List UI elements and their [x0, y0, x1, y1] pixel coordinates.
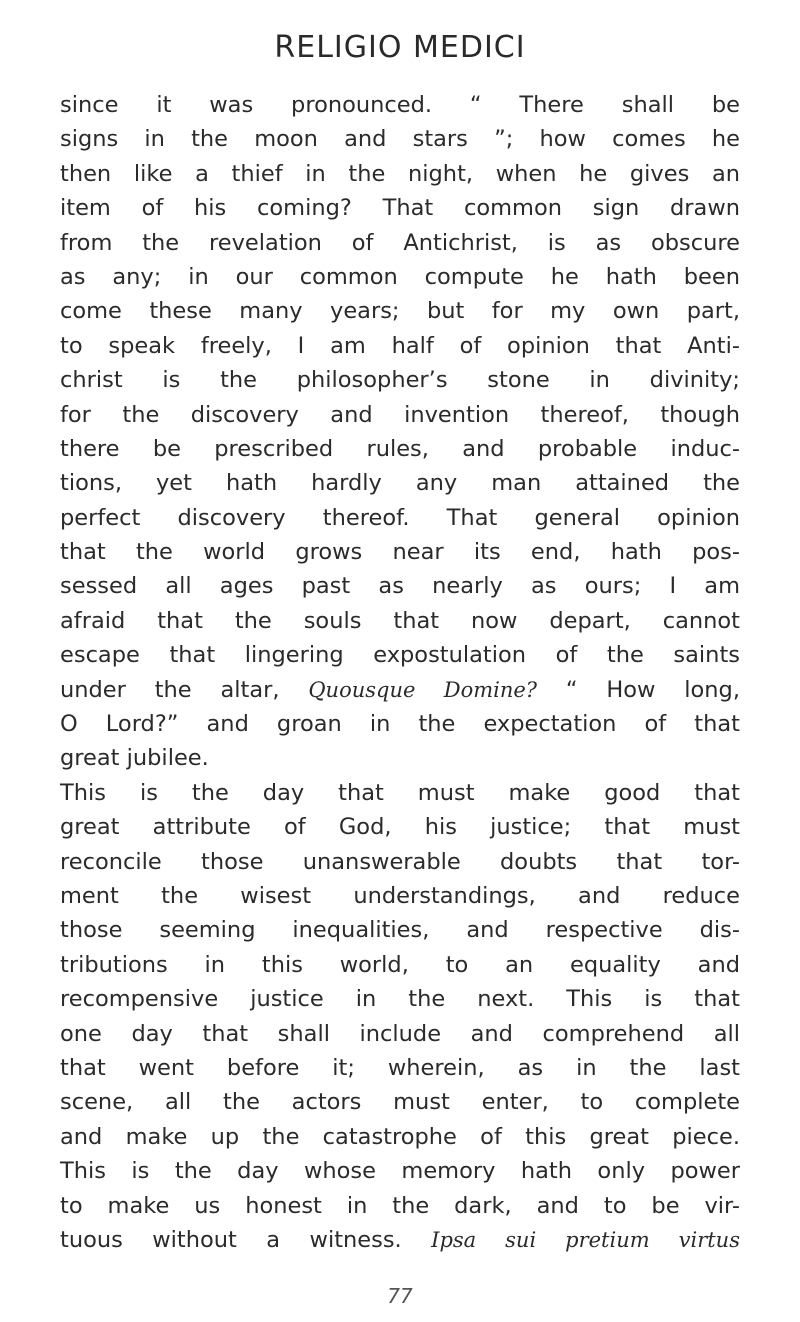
text-line: escape that lingering expostulation of the saints — [60, 642, 740, 669]
text-line: that the world grows near its end, hath pos- — [60, 539, 740, 566]
text-line: great jubilee. — [60, 745, 209, 772]
body-text — [60, 88, 740, 1257]
text-line: afraid that the souls that now depart, cannot — [60, 607, 740, 634]
text-line: to make us honest in the dark, and to be vir- — [60, 1192, 740, 1219]
text-line: to speak freely, I am half of opinion that Anti- — [60, 332, 740, 359]
text-line-with-italic — [60, 673, 740, 707]
text-line: tributions in this world, to an equality and — [60, 951, 740, 978]
text-line: then like a thief in the night, when he gives an — [60, 160, 740, 187]
line-text-before: tuous without a witness. — [60, 1226, 432, 1253]
text-line: perfect discovery thereof. That general opinion — [60, 504, 740, 531]
text-line: as any; in our common compute he hath been — [60, 263, 740, 290]
page-number: 77 — [387, 1284, 413, 1308]
text-line: since it was pronounced. “ There shall be — [60, 92, 740, 118]
text-line: tions, yet hath hardly any man attained the — [60, 470, 740, 497]
text-line: there be prescribed rules, and probable induc- — [60, 435, 740, 462]
text-line: those seeming inequalities, and respective dis- — [60, 917, 740, 944]
line-text-before: under the altar, — [60, 676, 309, 703]
text-line: christ is the philosopher’s stone in divinity; — [60, 367, 740, 394]
text-line: O Lord?” and groan in the expectation of that — [60, 711, 740, 738]
text-line: and make up the catastrophe of this great piece. — [60, 1123, 740, 1150]
line-text-after: “ How long, — [537, 676, 740, 703]
text-line: from the revelation of Antichrist, is as obscure — [60, 229, 740, 256]
latin-phrase: Quousque Domine? — [308, 677, 538, 702]
text-line: item of his coming? That common sign drawn — [60, 195, 740, 222]
text-line: reconcile those unanswerable doubts that tor- — [60, 848, 740, 875]
running-head-title: RELIGIO MEDICI — [274, 30, 526, 65]
text-line: scene, all the actors must enter, to complete — [60, 1089, 740, 1116]
text-line: come these many years; but for my own part, — [60, 298, 740, 325]
text-line: recompensive justice in the next. This is that — [60, 986, 740, 1013]
text-line: for the discovery and invention thereof, though — [60, 401, 740, 428]
text-line: that went before it; wherein, as in the last — [60, 1054, 740, 1081]
latin-phrase: Ipsa sui pretium virtus — [431, 1227, 740, 1252]
text-line: signs in the moon and stars ”; how comes he — [60, 126, 740, 153]
text-line: one day that shall include and comprehend all — [60, 1020, 740, 1047]
text-line-with-italic — [60, 1223, 740, 1257]
text-line: sessed all ages past as nearly as ours; I am — [60, 573, 740, 600]
text-line: ment the wisest understandings, and reduce — [60, 882, 740, 909]
text-line: great attribute of God, his justice; that must — [60, 814, 740, 841]
text-line: This is the day that must make good that — [60, 779, 740, 806]
text-line: This is the day whose memory hath only power — [60, 1158, 740, 1185]
